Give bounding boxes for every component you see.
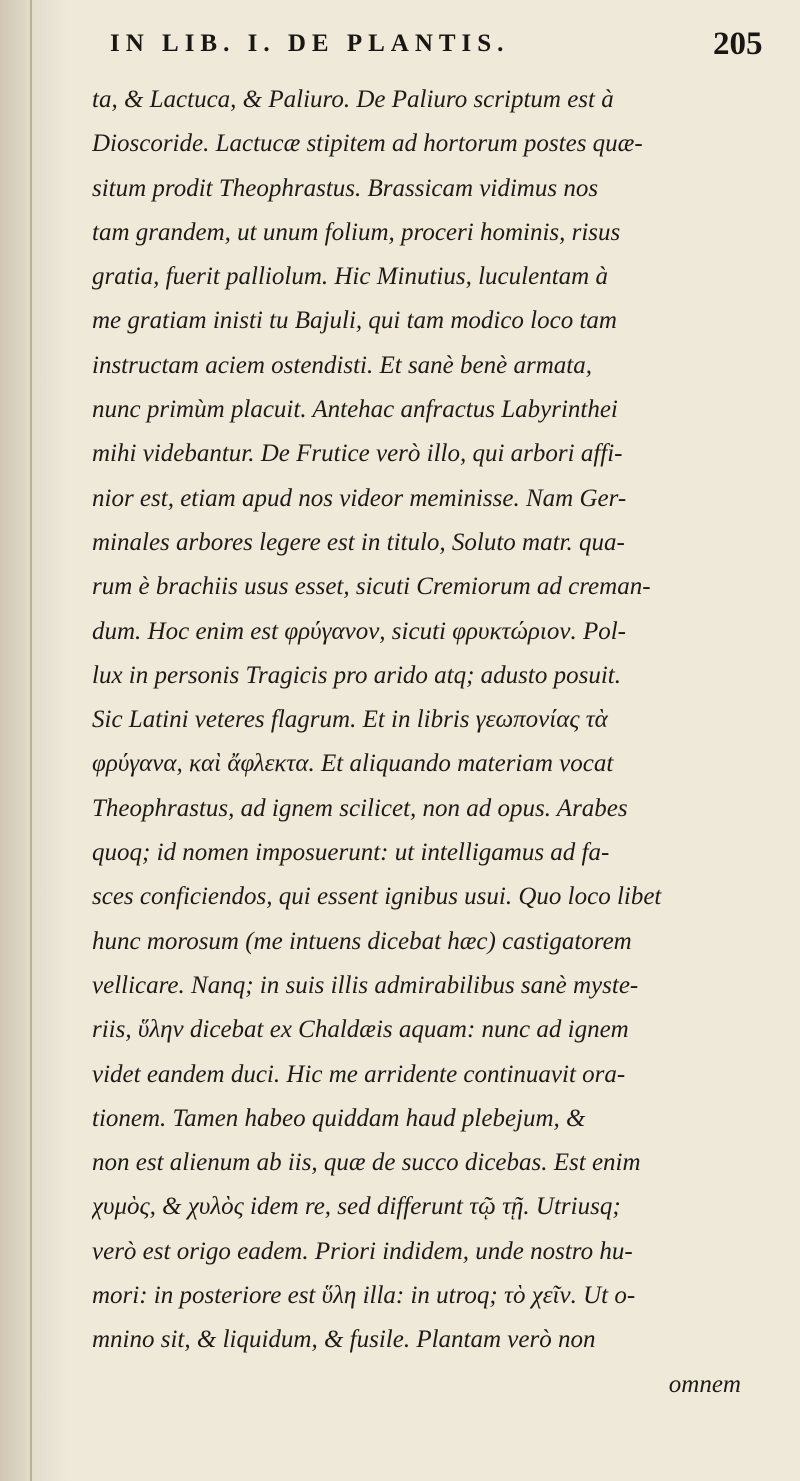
text-line: Theophrastus, ad ignem scilicet, non ad opus. Arabes (92, 794, 628, 822)
text-line: ta, & Lactuca, & Paliuro. De Paliuro scriptum est à (92, 86, 614, 113)
text-line: non est alienum ab iis, quæ de succo dicebas. Est enim (92, 1149, 641, 1177)
text-line: me gratiam inisti tu Bajuli, qui tam modico loco tam (92, 307, 617, 335)
text-line: rum è brachiis usus esset, sicuti Cremiorum ad creman- (92, 573, 651, 601)
text-line: mori: in posteriore est ὕλη illa: in utroq; τὸ χεῖν. Ut o- (92, 1282, 636, 1310)
text-line: mnino sit, & liquidum, & fusile. Plantam verò non (92, 1326, 596, 1354)
gutter-rule (30, 0, 32, 1481)
text-line: minales arbores legere est in titulo, Soluto matr. qua- (92, 528, 625, 556)
text-line: instructam aciem ostendisti. Et sanè benè armata, (92, 351, 592, 379)
text-line: lux in personis Tragicis pro arido atq; adusto posuit. (92, 661, 621, 689)
text-line: verò est origo eadem. Priori indidem, unde nostro hu- (92, 1237, 633, 1265)
text-line: quoq; id nomen imposuerunt: ut intelligamus ad fa- (92, 839, 610, 867)
running-head: IN LIB. I. DE PLANTIS. (110, 30, 510, 57)
text-line: dum. Hoc enim est φρύγανον, sicuti φρυκτώριον. Pol- (92, 617, 626, 645)
text-line: riis, ὕλην dicebat ex Chaldæis aquam: nunc ad ignem (92, 1016, 629, 1044)
text-line: nior est, etiam apud nos videor meminisse. Nam Ger- (92, 484, 627, 512)
catchword: omnem (668, 1370, 741, 1398)
page-number: 205 (713, 26, 763, 62)
text-line: gratia, fuerit palliolum. Hic Minutius, luculentam à (92, 263, 608, 291)
text-line: vellicare. Nanq; in suis illis admirabilibus sanè myste- (92, 971, 639, 999)
text-line: hunc morosum (me intuens dicebat hæc) castigatorem (92, 927, 632, 955)
text-line: videt eandem duci. Hic me arridente continuavit ora- (92, 1060, 626, 1088)
text-line: χυμὸς, & χυλὸς idem re, sed differunt τῷ τῇ. Utriusq; (92, 1193, 621, 1221)
text-line: Dioscoride. Lactucæ stipitem ad hortorum postes quæ- (92, 130, 643, 158)
text-line: φρύγανα, καὶ ἄφλεκτα. Et aliquando materiam vocat (92, 750, 614, 778)
text-line: sces conficiendos, qui essent ignibus usui. Quo loco libet (92, 883, 662, 911)
book-gutter (0, 0, 70, 1481)
text-line: situm prodit Theophrastus. Brassicam vidimus nos (92, 174, 599, 202)
text-line: tam grandem, ut unum folium, proceri hominis, risus (92, 218, 621, 246)
text-block (92, 78, 797, 1407)
text-line: nunc primùm placuit. Antehac anfractus Labyrinthei (92, 396, 618, 424)
text-line: mihi videbantur. De Frutice verò illo, qui arbori affi- (92, 440, 623, 468)
text-line: tionem. Tamen habeo quiddam haud plebejum, & (92, 1104, 586, 1132)
text-line: Sic Latini veteres flagrum. Et in libris γεωπονίας τὰ (92, 706, 608, 734)
